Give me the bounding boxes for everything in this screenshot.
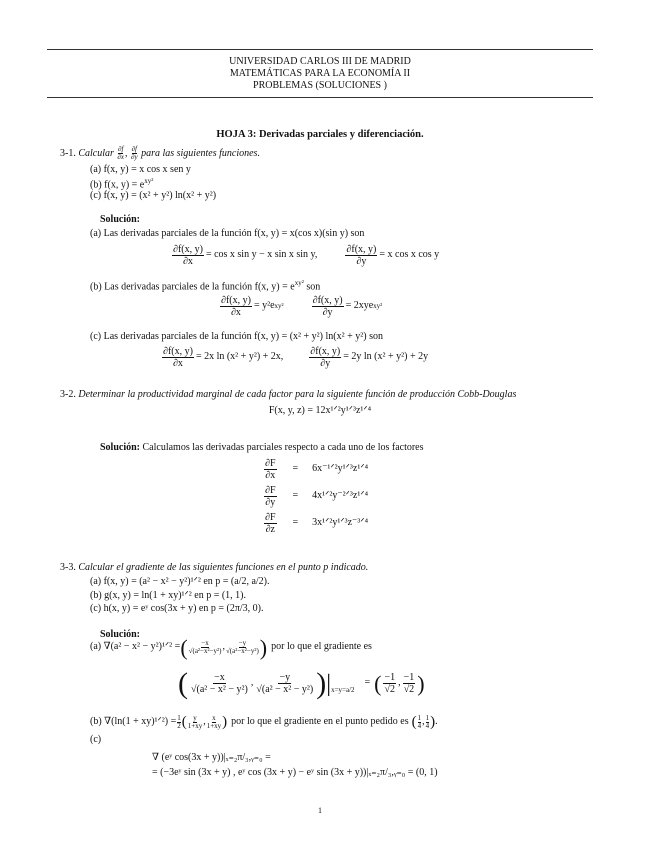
solution-label: Solución: [100, 629, 141, 640]
item-c: (c) f(x, y) = (x² + y²) ln(x² + y²) [90, 190, 217, 201]
marginal-product-x: $\frac{\partial F}{\partial x}$ = 6x⁻¹ᐟ²y¹ᐟ³z¹ᐟ⁴ [265, 458, 369, 481]
cobb-douglas-function: F(x, y, z) = 12x¹ᐟ²y¹ᐟ³z¹ᐟ⁴ [268, 405, 372, 416]
header-line-1: UNIVERSIDAD CARLOS III DE MADRID [229, 56, 411, 67]
solution-a-text: (a) Las derivadas parciales de la función f(x, y) = x(cos x)(sin y) son [90, 228, 365, 239]
item-c: (c) h(x, y) = eʸ cos(3x + y) en p = (2π/3, 0). [90, 603, 264, 614]
solution-c-equations: $\frac{\partial f(x, y)}{\partial x}$ = 2x ln (x² + y²) + 2x, $\frac{\partial f(x, y)}{\partial y}$ = 2y ln (x² + y²) + 2y [163, 346, 429, 369]
solution-a-equations: $\frac{\partial f(x, y)}{\partial x}$ = cos x sin y − x sin x sin y, $\frac{\partial f(x, y)}{\partial y}$ = x cos x cos y [173, 244, 440, 267]
statement-text: para las siguientes funciones. [141, 147, 260, 159]
header-top-rule [47, 49, 593, 50]
statement-text: Calcular [78, 147, 114, 159]
problem-3-2-statement: 3-2. Determinar la productividad marginal de cada factor para la siguiente función de producción Cobb-Douglas [60, 389, 517, 400]
gradient-a-line: (a) ∇(a² − x² − y²)¹ᐟ² = ( −x √(a²−x²−y²) , −y √(a²−x²−y²) ) por lo que el gradiente es [90, 634, 372, 660]
header-line-2: MATEMÁTICAS PARA LA ECONOMÍA II [229, 68, 411, 79]
df-dy-fraction: $\frac{\partial f}{\partial y}$ [130, 145, 138, 161]
gradient-c-line-2: = (−3eʸ sin (3x + y) , eʸ cos (3x + y) − eʸ sin (3x + y))|ₓ₌₂π/₃,ᵧ₌₀ = (0, 1) [152, 767, 438, 778]
gradient-c-label: (c) [90, 734, 102, 745]
problem-number: 3-1. [60, 147, 76, 159]
marginal-product-y: $\frac{\partial F}{\partial y}$ = 4x¹ᐟ²y⁻²ᐟ³z¹ᐟ⁴ [265, 485, 369, 508]
marginal-product-z: $\frac{\partial F}{\partial z}$ = 3x¹ᐟ²y¹ᐟ³z⁻³ᐟ⁴ [265, 512, 369, 535]
solution-3-2: Solución: Calculamos las derivadas parciales respecto a cada uno de los factores [100, 442, 424, 453]
sheet-title: HOJA 3: Derivadas parciales y diferenciación. [216, 129, 424, 140]
problem-3-1-statement: 3-1. Calcular $\frac{\partial f}{\partial x}$ , $\frac{\partial f}{\partial y}$ para las siguientes funciones. [60, 145, 260, 161]
problem-3-3-statement: 3-3. Calcular el gradiente de las siguientes funciones en el punto p indicado. [60, 562, 369, 573]
header-line-3: PROBLEMAS (SOLUCIONES ) [253, 80, 387, 91]
df-dx-fraction: $\frac{\partial f}{\partial x}$ [117, 145, 124, 161]
dfx-fraction: $\frac{\partial f(x, y)}{\partial x}$ [173, 244, 203, 267]
solution-b-text: (b) Las derivadas parciales de la función f(x, $y) = e^{xy^2}$ son [90, 279, 321, 293]
item-b: (b) g(x, y) = ln(1 + xy)¹ᐟ² en p = (1, 1). [90, 590, 247, 601]
item-a: (a) f(x, y) = (a² − x² − y²)¹ᐟ² en p = (a/2, a/2). [90, 576, 270, 587]
solution-c-text: (c) Las derivadas parciales de la función f(x, y) = (x² + y²) ln(x² + y²) son [90, 331, 383, 342]
solution-label: Solución: [100, 214, 141, 225]
item-a: (a) f(x, y) = x cos x sen y [90, 164, 191, 175]
page-number: 1 [318, 806, 322, 815]
dfy-fraction: $\frac{\partial f(x, y)}{\partial y}$ [346, 244, 377, 267]
item-b: (b) f(x, $y) = e^{xy^2}$ [90, 177, 154, 191]
gradient-b-line: (b) ∇(ln(1 + xy)¹ᐟ²) = $\frac{1}{2}$ ( y 1+xy , x 1+xy ) por lo que el gradiente en el punto pedido es ( 1 4 , 1 4 ) . [90, 713, 438, 730]
solution-b-equations: $\frac{\partial f(x, y)}{\partial x}$ = y²e xy² $\frac{\partial f(x, y)}{\partial y}$ = 2xye xy² [221, 295, 383, 318]
gradient-c-line-1: ∇ (eʸ cos(3x + y))|ₓ₌₂π/₃,ᵧ₌₀ = [152, 752, 271, 763]
gradient-a-evaluation: ( $\frac{-x}{\text{√(a² − x² − y²)}}$ , $\frac{-y}{\text{√(a² − x² − y²)}}$ ) | x=y=a/2 = ( $\frac{-1}{√2}$ , $\frac{-1}{√2}$ ) [178, 666, 425, 700]
header-bottom-rule [47, 97, 593, 98]
